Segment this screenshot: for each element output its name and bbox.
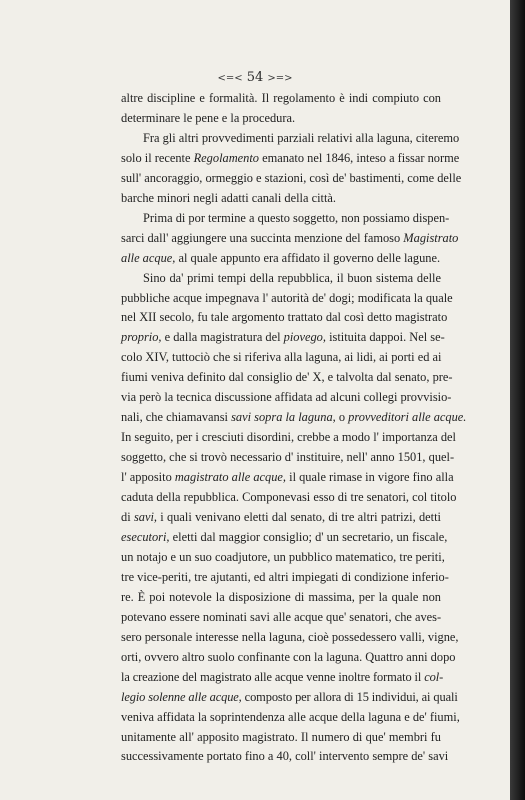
text-line: la creazione del magistrato alle acque venne inoltre formato il col- <box>121 669 444 684</box>
ornament-right: >=> <box>267 73 293 84</box>
text-line: sero personale interesse nella laguna, cioè possedessero valli, vigne, <box>121 629 459 644</box>
text-line: sarci dall' aggiungere una succinta menzione del famoso Magistrato <box>121 230 459 245</box>
text-line: nali, che chiamavansi savi sopra la laguna, o provveditori alle acque. <box>121 410 467 425</box>
text-line: via però la tecnica discussione affidata ad alcuni collegi provvisio- <box>121 390 452 405</box>
page-number: 54 <box>246 70 264 85</box>
text-line: nel XII secolo, fu tale argomento trattato dal così detto magistrato <box>121 310 448 325</box>
text-line: legio solenne alle acque, composto per allora di 15 individui, ai quali <box>121 689 458 704</box>
text-line: Fra gli altri provvedimenti parziali relativi alla laguna, citeremo <box>143 130 460 145</box>
text-line: solo il recente Regolamento emanato nel 1846, inteso a fissar norme <box>121 150 460 165</box>
text-line: fiumi veniva definito dal consiglio de' X, e talvolta dal senato, pre- <box>121 370 453 385</box>
text-line: In seguito, per i cresciuti disordini, crebbe a modo l' importanza del <box>121 430 456 445</box>
text-line: re. È poi notevole la disposizione di massima, per la quale non <box>121 589 441 604</box>
text-line: sull' ancoraggio, ormeggio e stazioni, così de' bastimenti, come delle <box>121 170 462 185</box>
text-line: esecutori, eletti dal maggior consiglio; d' un secretario, un fiscale, <box>121 529 448 544</box>
text-line: tre vice-periti, tre ajutanti, ed altri impiegati di condizione inferio- <box>121 569 449 584</box>
text-line: successivamente portato fino a 40, coll' intervento sempre de' savi <box>121 749 449 764</box>
text-line: determinare le pene e la procedura. <box>121 110 296 125</box>
text-line: Sino da' primi tempi della repubblica, il buon sistema delle <box>143 270 441 285</box>
ornament-left: <=< <box>217 73 243 84</box>
text-line: soggetto, che si trovò necessario d' instituire, nell' anno 1501, quel- <box>121 450 455 465</box>
text-line: orti, ovvero altro suolo confinante con la laguna. Quattro anni dopo <box>121 649 456 664</box>
text-line: Prima di por termine a questo soggetto, non possiamo dispen- <box>143 210 450 225</box>
book-edge <box>510 0 525 800</box>
page-header <box>0 70 510 85</box>
text-line: proprio, e dalla magistratura del piovego, istituita dappoi. Nel se- <box>121 330 445 345</box>
text-line: colo XIV, tuttociò che si riferiva alla laguna, ai lidi, ai porti ed ai <box>121 350 442 365</box>
body-text <box>121 89 467 767</box>
text-line: altre discipline e formalità. Il regolamento è indi compiuto con <box>121 91 441 105</box>
text-line: veniva affidata la soprintendenza alle acque della laguna e de' fiumi, <box>121 709 460 724</box>
text-line: barche minori negli adatti canali della città. <box>121 190 337 205</box>
text-line: di savi, i quali venivano eletti dal senato, di tre altri patrizi, detti <box>121 510 441 525</box>
text-line: potevano essere nominati savi alle acque que' senatori, che aves- <box>121 609 442 624</box>
text-line: unitamente all' apposito magistrato. Il numero di que' membri fu <box>121 729 441 744</box>
text-line: alle acque, al quale appunto era affidato il governo delle lagune. <box>121 250 441 265</box>
text-line: l' apposito magistrato alle acque, il quale rimase in vigore fino alla <box>121 470 454 485</box>
text-line: caduta della repubblica. Componevasi esso di tre senatori, col titolo <box>121 490 457 505</box>
text-line: pubbliche acque impegnava l' autorità de' dogi; modificata la quale <box>121 290 453 305</box>
text-line: un notajo e un suo coadjutore, un pubblico matematico, tre periti, <box>121 549 445 564</box>
